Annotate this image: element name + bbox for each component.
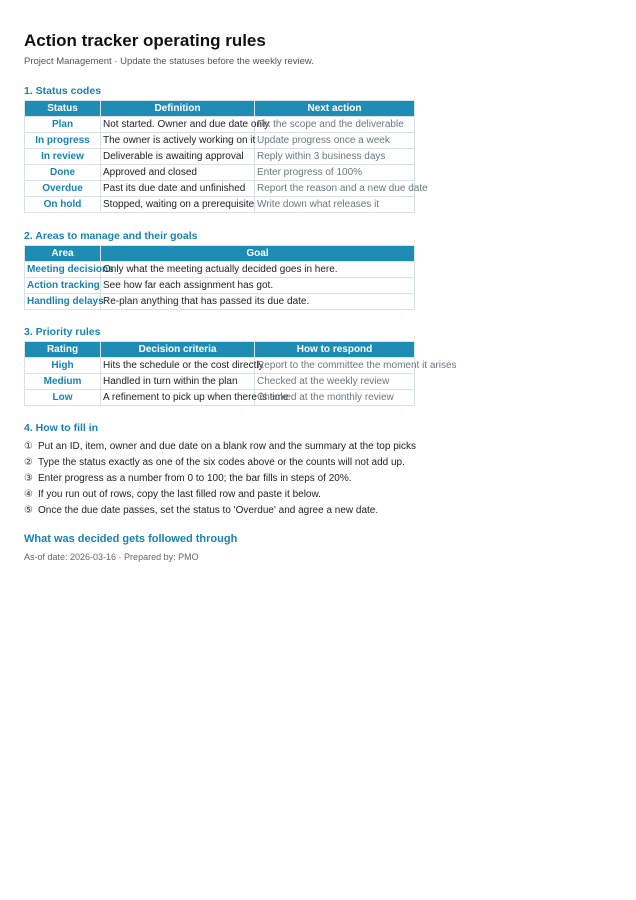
table-header-row [25, 101, 415, 117]
goal-cell: Only what the meeting actually decided goes in here. [101, 262, 415, 278]
goal-cell: See how far each assignment has got. [101, 278, 415, 294]
response-cell: Checked at the monthly review [255, 390, 415, 406]
status-codes-section [24, 85, 428, 213]
definition-cell: The owner is actively working on it [101, 133, 255, 149]
step-text: If you run out of rows, copy the last filled row and paste it below. [38, 489, 321, 500]
next-action-cell: Reply within 3 business days [255, 149, 415, 165]
response-cell: Checked at the weekly review [255, 374, 415, 390]
status-cell: On hold [25, 197, 101, 213]
areas-table [24, 245, 415, 310]
step-text: Enter progress as a number from 0 to 100; the bar fills in steps of 20%. [38, 473, 352, 484]
list-item [24, 439, 416, 455]
areas-section [24, 230, 415, 310]
footer-tagline: What was decided gets followed through [24, 533, 238, 545]
priority-table [24, 341, 457, 406]
steps-list [24, 439, 416, 519]
status-cell: Plan [25, 117, 101, 133]
step-number: ② [24, 457, 33, 468]
criteria-cell: Handled in turn within the plan [101, 374, 255, 390]
rating-cell: Medium [25, 374, 101, 390]
goal-cell: Re-plan anything that has passed its due date. [101, 294, 415, 310]
status-cell: In review [25, 149, 101, 165]
table-row [25, 294, 415, 310]
table-header-row [25, 246, 415, 262]
table-row [25, 374, 415, 390]
page-title: Action tracker operating rules [24, 31, 266, 50]
area-cell: Action tracking [25, 278, 101, 294]
step-number: ① [24, 441, 33, 452]
area-cell: Meeting decisions [25, 262, 101, 278]
column-header: Area [25, 246, 101, 262]
page-subtitle: Project Management · Update the statuses before the weekly review. [24, 56, 314, 67]
status-cell: Overdue [25, 181, 101, 197]
table-header-row [25, 342, 415, 358]
table-row [25, 133, 415, 149]
step-text: Put an ID, item, owner and due date on a blank row and the summary at the top picks [38, 441, 416, 452]
criteria-cell: A refinement to pick up when there is time [101, 390, 255, 406]
table-row [25, 181, 415, 197]
list-item [24, 487, 416, 503]
table-row [25, 197, 415, 213]
table-row [25, 165, 415, 181]
definition-cell: Stopped, waiting on a prerequisite [101, 197, 255, 213]
step-number: ⑤ [24, 505, 33, 516]
status-codes-table [24, 100, 428, 213]
column-header: Rating [25, 342, 101, 358]
definition-cell: Approved and closed [101, 165, 255, 181]
step-text: Once the due date passes, set the status to 'Overdue' and agree a new date. [38, 505, 379, 516]
how-to-heading: 4. How to fill in [24, 422, 99, 434]
table-row [25, 358, 415, 374]
list-item [24, 503, 416, 519]
document-page [24, 30, 457, 562]
definition-cell: Deliverable is awaiting approval [101, 149, 255, 165]
step-text: Type the status exactly as one of the six codes above or the counts will not add up. [38, 457, 405, 468]
next-action-cell: Fix the scope and the deliverable [255, 117, 415, 133]
column-header: Goal [101, 246, 415, 262]
areas-heading: 2. Areas to manage and their goals [24, 230, 198, 242]
definition-cell: Not started. Owner and due date only [101, 117, 255, 133]
next-action-cell: Enter progress of 100% [255, 165, 415, 181]
response-cell: Report to the committee the moment it arises [255, 358, 415, 374]
rating-cell: Low [25, 390, 101, 406]
table-row [25, 262, 415, 278]
status-cell: In progress [25, 133, 101, 149]
step-number: ④ [24, 489, 33, 500]
table-row [25, 390, 415, 406]
column-header: Next action [255, 101, 415, 117]
next-action-cell: Report the reason and a new due date [255, 181, 415, 197]
table-row [25, 278, 415, 294]
footer-meta: As-of date: 2026-03-16 · Prepared by: PMO [24, 552, 199, 562]
area-cell: Handling delays [25, 294, 101, 310]
rating-cell: High [25, 358, 101, 374]
status-cell: Done [25, 165, 101, 181]
definition-cell: Past its due date and unfinished [101, 181, 255, 197]
list-item [24, 455, 416, 471]
column-header: How to respond [255, 342, 415, 358]
step-number: ③ [24, 473, 33, 484]
column-header: Decision criteria [101, 342, 255, 358]
column-header: Definition [101, 101, 255, 117]
next-action-cell: Update progress once a week [255, 133, 415, 149]
how-to-section [24, 422, 416, 519]
priority-section [24, 326, 457, 406]
priority-heading: 3. Priority rules [24, 326, 101, 338]
list-item [24, 471, 416, 487]
table-row [25, 149, 415, 165]
next-action-cell: Write down what releases it [255, 197, 415, 213]
criteria-cell: Hits the schedule or the cost directly [101, 358, 255, 374]
status-codes-heading: 1. Status codes [24, 85, 102, 97]
table-row [25, 117, 415, 133]
column-header: Status [25, 101, 101, 117]
